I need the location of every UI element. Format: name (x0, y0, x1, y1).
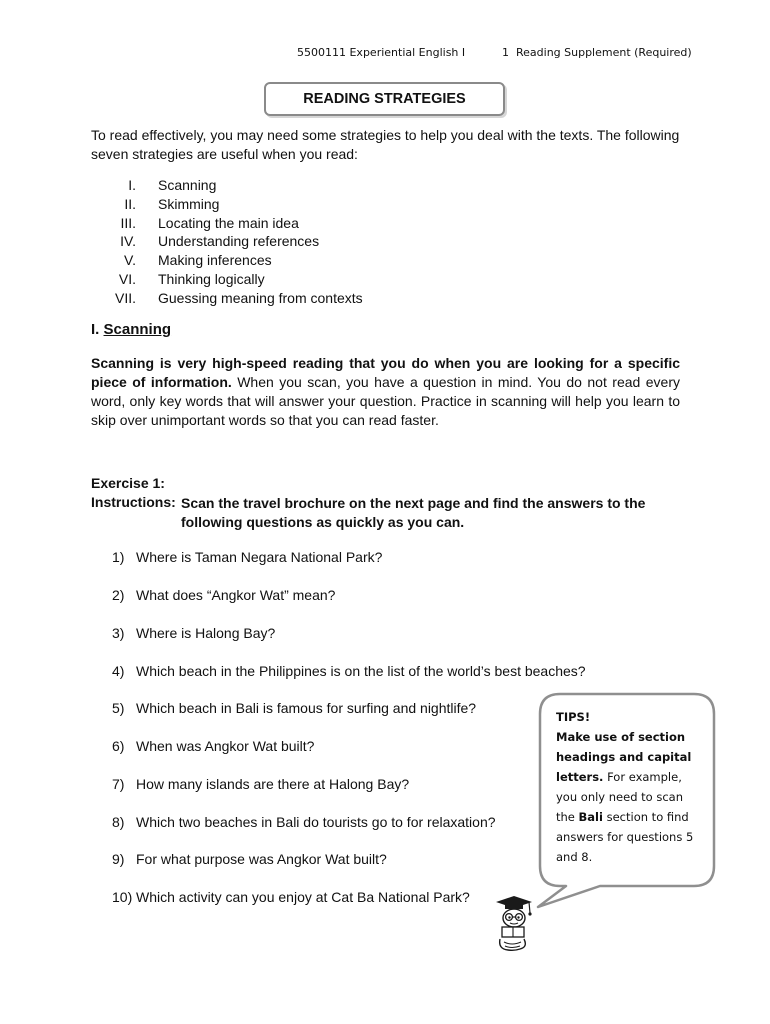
question-text: Which beach in Bali is famous for surfing and nightlife? (136, 700, 477, 716)
tips-heading: TIPS! (556, 710, 591, 724)
strategy-number: VI. (118, 270, 136, 287)
scanning-definition: Scanning is very high-speed reading that you do when you are looking for a specific piece of information. (91, 355, 680, 390)
strategy-label: Thinking logically (158, 270, 265, 287)
question-text: Which activity can you enjoy at Cat Ba National Park? (136, 889, 470, 905)
section-prefix: I. (91, 321, 104, 338)
question-text: Which beach in the Philippines is on the list of the world’s best beaches? (136, 663, 586, 679)
strategy-label: Making inferences (158, 252, 272, 269)
question-text: Which two beaches in Bali do tourists go to for relaxation? (136, 814, 496, 830)
strategy-label: Scanning (158, 177, 217, 193)
tips-content (556, 707, 698, 867)
intro-paragraph: To read effectively, you may need some strategies to help you deal with the texts. The following seven strategies are useful when you read: (91, 127, 680, 162)
question-number: 10) (112, 889, 133, 905)
tips-text-b: section to find answers for questions 5 and 8. (556, 810, 694, 864)
strategy-number: I. (128, 177, 136, 193)
strategy-number: VII. (114, 289, 136, 306)
header-page-label: 1 Reading Supplement (Required) (502, 46, 692, 59)
question-text: Where is Taman Negara National Park? (136, 549, 383, 565)
strategy-label: Locating the main idea (158, 214, 299, 231)
strategy-number: IV. (120, 233, 136, 250)
tips-bold-line: Make use of section headings and capital letters. (556, 730, 692, 784)
section-title: Scanning (103, 321, 172, 338)
question-number: 7) (112, 776, 125, 792)
strategy-label: Guessing meaning from contexts (158, 289, 363, 306)
instructions-text: Scan the travel brochure on the next page and find the answers to the following questions as quickly as you can. (181, 495, 646, 530)
strategy-label: Understanding references (158, 233, 320, 250)
question-text: When was Angkor Wat built? (136, 738, 315, 754)
header-course: 5500111 Experiential English I (297, 46, 466, 59)
instructions-label: Instructions: (91, 494, 176, 510)
exercise-title: Exercise 1: (91, 475, 165, 491)
question-number: 4) (112, 663, 125, 679)
question-text: How many islands are there at Halong Bay? (136, 776, 410, 792)
question-number: 5) (112, 700, 125, 716)
bookworm-mascot-icon (490, 893, 536, 955)
page-title: READING STRATEGIES (264, 82, 505, 116)
tips-bold-word: Bali (578, 810, 603, 824)
question-number: 6) (112, 738, 125, 754)
tips-text-a: For example, you only need to scan the (556, 770, 684, 824)
question-number: 2) (112, 587, 125, 603)
question-number: 1) (112, 549, 125, 565)
question-text: What does “Angkor Wat” mean? (136, 587, 336, 603)
strategy-number: II. (124, 195, 136, 212)
scanning-body: When you scan, you have a question in mind. You do not read every word, only key words that will answer your question. Practice in scanning will help you learn to skip over unimportant words so that you can read faster. (91, 374, 680, 428)
question-text: Where is Halong Bay? (136, 625, 276, 641)
strategy-number: III. (120, 214, 136, 231)
tips-body (556, 727, 698, 867)
question-number: 8) (112, 814, 125, 830)
question-text: For what purpose was Angkor Wat built? (136, 851, 387, 867)
strategy-number: V. (124, 252, 136, 269)
question-number: 3) (112, 625, 125, 641)
question-number: 9) (112, 851, 125, 867)
strategy-label: Skimming (158, 195, 220, 212)
